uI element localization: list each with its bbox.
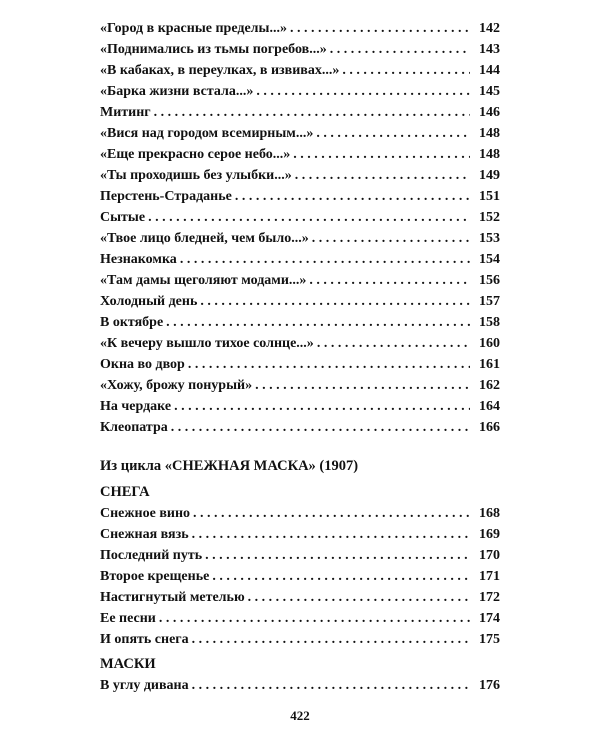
toc-entry [100, 417, 500, 438]
dot-leader [342, 60, 470, 81]
dot-leader [248, 587, 470, 608]
toc-entry-page: 171 [479, 569, 500, 584]
dot-leader [330, 39, 470, 60]
toc-entry-title: «Вися над городом всемирным...» [100, 126, 314, 141]
toc-entry-title: В октябре [100, 315, 164, 330]
toc-entry [100, 186, 500, 207]
toc-entry [100, 165, 500, 186]
toc-entry-page: 164 [479, 399, 500, 414]
toc-entry-page: 158 [479, 315, 500, 330]
toc-entry-title: «Ты проходишь без улыбки...» [100, 168, 292, 183]
toc-entry [100, 354, 500, 375]
toc-entry-page: 157 [479, 294, 500, 309]
toc-entry [100, 608, 500, 629]
toc-entry [100, 228, 500, 249]
toc-entry-title: Второе крещенье [100, 569, 210, 584]
toc-entry [100, 249, 500, 270]
toc-list-snega [100, 503, 500, 650]
toc-entry [100, 102, 500, 123]
toc-entry-page: 148 [479, 147, 500, 162]
toc-entry-page: 174 [479, 611, 500, 626]
toc-entry-title: И опять снега [100, 632, 189, 647]
toc-entry-title: Последний путь [100, 548, 203, 563]
dot-leader [309, 270, 470, 291]
toc-entry-page: 160 [479, 336, 500, 351]
dot-leader [188, 354, 470, 375]
toc-entry-title: «Твое лицо бледней, чем было...» [100, 231, 309, 246]
toc-list-maski [100, 675, 500, 696]
dot-leader [290, 18, 470, 39]
toc-entry [100, 396, 500, 417]
toc-entry-page: 152 [479, 210, 500, 225]
toc-entry-title: Перстень-Страданье [100, 189, 232, 204]
section-heading-maski: МАСКИ [100, 656, 156, 672]
dot-leader [312, 228, 470, 249]
toc-page [100, 18, 500, 696]
toc-entry [100, 144, 500, 165]
toc-entry-title: Окна во двор [100, 357, 185, 372]
dot-leader [171, 417, 470, 438]
dot-leader [148, 207, 470, 228]
dot-leader [205, 545, 470, 566]
dot-leader [235, 186, 470, 207]
toc-entry [100, 333, 500, 354]
dot-leader [255, 375, 470, 396]
toc-entry-title: Настигнутый метелью [100, 590, 245, 605]
toc-entry-page: 168 [479, 506, 500, 521]
toc-entry-title: На чердаке [100, 399, 172, 414]
cycle-heading: Из цикла «СНЕЖНАЯ МАСКА» (1907) [100, 458, 359, 474]
dot-leader [159, 608, 470, 629]
toc-entry-title: «Поднимались из тьмы погребов...» [100, 42, 327, 57]
toc-entry [100, 375, 500, 396]
dot-leader [293, 144, 470, 165]
toc-entry-page: 148 [479, 126, 500, 141]
toc-entry [100, 566, 500, 587]
dot-leader [180, 249, 470, 270]
toc-entry-title: Сытые [100, 210, 146, 225]
dot-leader [317, 333, 470, 354]
toc-entry-title: Холодный день [100, 294, 198, 309]
section-heading-snega: СНЕГА [100, 484, 150, 500]
toc-entry [100, 312, 500, 333]
toc-entry [100, 270, 500, 291]
toc-entry [100, 18, 500, 39]
dot-leader [166, 312, 470, 333]
toc-entry [100, 291, 500, 312]
page-number: 422 [290, 708, 310, 723]
toc-entry-page: 161 [479, 357, 500, 372]
toc-entry [100, 675, 500, 696]
toc-entry-page: 145 [479, 84, 500, 99]
toc-list-part1 [100, 18, 500, 438]
dot-leader [200, 291, 470, 312]
toc-entry-page: 156 [479, 273, 500, 288]
toc-entry [100, 123, 500, 144]
toc-entry-page: 162 [479, 378, 500, 393]
toc-entry-title: «Хожу, брожу понурый» [100, 378, 253, 393]
toc-entry-title: «К вечеру вышло тихое солнце...» [100, 336, 314, 351]
dot-leader [174, 396, 470, 417]
toc-entry [100, 39, 500, 60]
toc-entry-page: 172 [479, 590, 500, 605]
toc-entry-page: 175 [479, 632, 500, 647]
dot-leader [316, 123, 470, 144]
toc-entry [100, 207, 500, 228]
toc-entry-title: В углу дивана [100, 678, 189, 693]
toc-entry-title: Снежное вино [100, 506, 191, 521]
toc-entry [100, 545, 500, 566]
dot-leader [256, 81, 470, 102]
toc-entry-title: «Барка жизни встала...» [100, 84, 254, 99]
toc-entry-title: «Город в красные пределы...» [100, 21, 287, 36]
toc-entry-page: 146 [479, 105, 500, 120]
toc-entry [100, 60, 500, 81]
toc-entry-page: 143 [479, 42, 500, 57]
toc-entry [100, 81, 500, 102]
toc-entry-title: Клеопатра [100, 420, 168, 435]
toc-entry-page: 169 [479, 527, 500, 542]
toc-entry [100, 524, 500, 545]
dot-leader [192, 629, 470, 650]
toc-entry [100, 587, 500, 608]
toc-entry-title: «Там дамы щеголяют модами...» [100, 273, 307, 288]
toc-entry-title: Ее песни [100, 611, 156, 626]
toc-entry-page: 154 [479, 252, 500, 267]
toc-entry [100, 629, 500, 650]
toc-entry-page: 170 [479, 548, 500, 563]
toc-entry-page: 151 [479, 189, 500, 204]
dot-leader [295, 165, 470, 186]
toc-entry-title: Митинг [100, 105, 151, 120]
toc-entry-page: 144 [479, 63, 500, 78]
dot-leader [192, 675, 470, 696]
dot-leader [154, 102, 470, 123]
toc-entry-title: «В кабаках, в переулках, в извивах...» [100, 63, 340, 78]
toc-entry-page: 176 [479, 678, 500, 693]
dot-leader [212, 566, 470, 587]
toc-entry-title: Незнакомка [100, 252, 177, 267]
toc-entry-page: 166 [479, 420, 500, 435]
dot-leader [193, 503, 470, 524]
toc-entry-page: 153 [479, 231, 500, 246]
toc-entry [100, 503, 500, 524]
dot-leader [192, 524, 470, 545]
toc-entry-page: 149 [479, 168, 500, 183]
toc-entry-title: «Еще прекрасно серое небо...» [100, 147, 291, 162]
toc-entry-page: 142 [479, 21, 500, 36]
toc-entry-title: Снежная вязь [100, 527, 189, 542]
